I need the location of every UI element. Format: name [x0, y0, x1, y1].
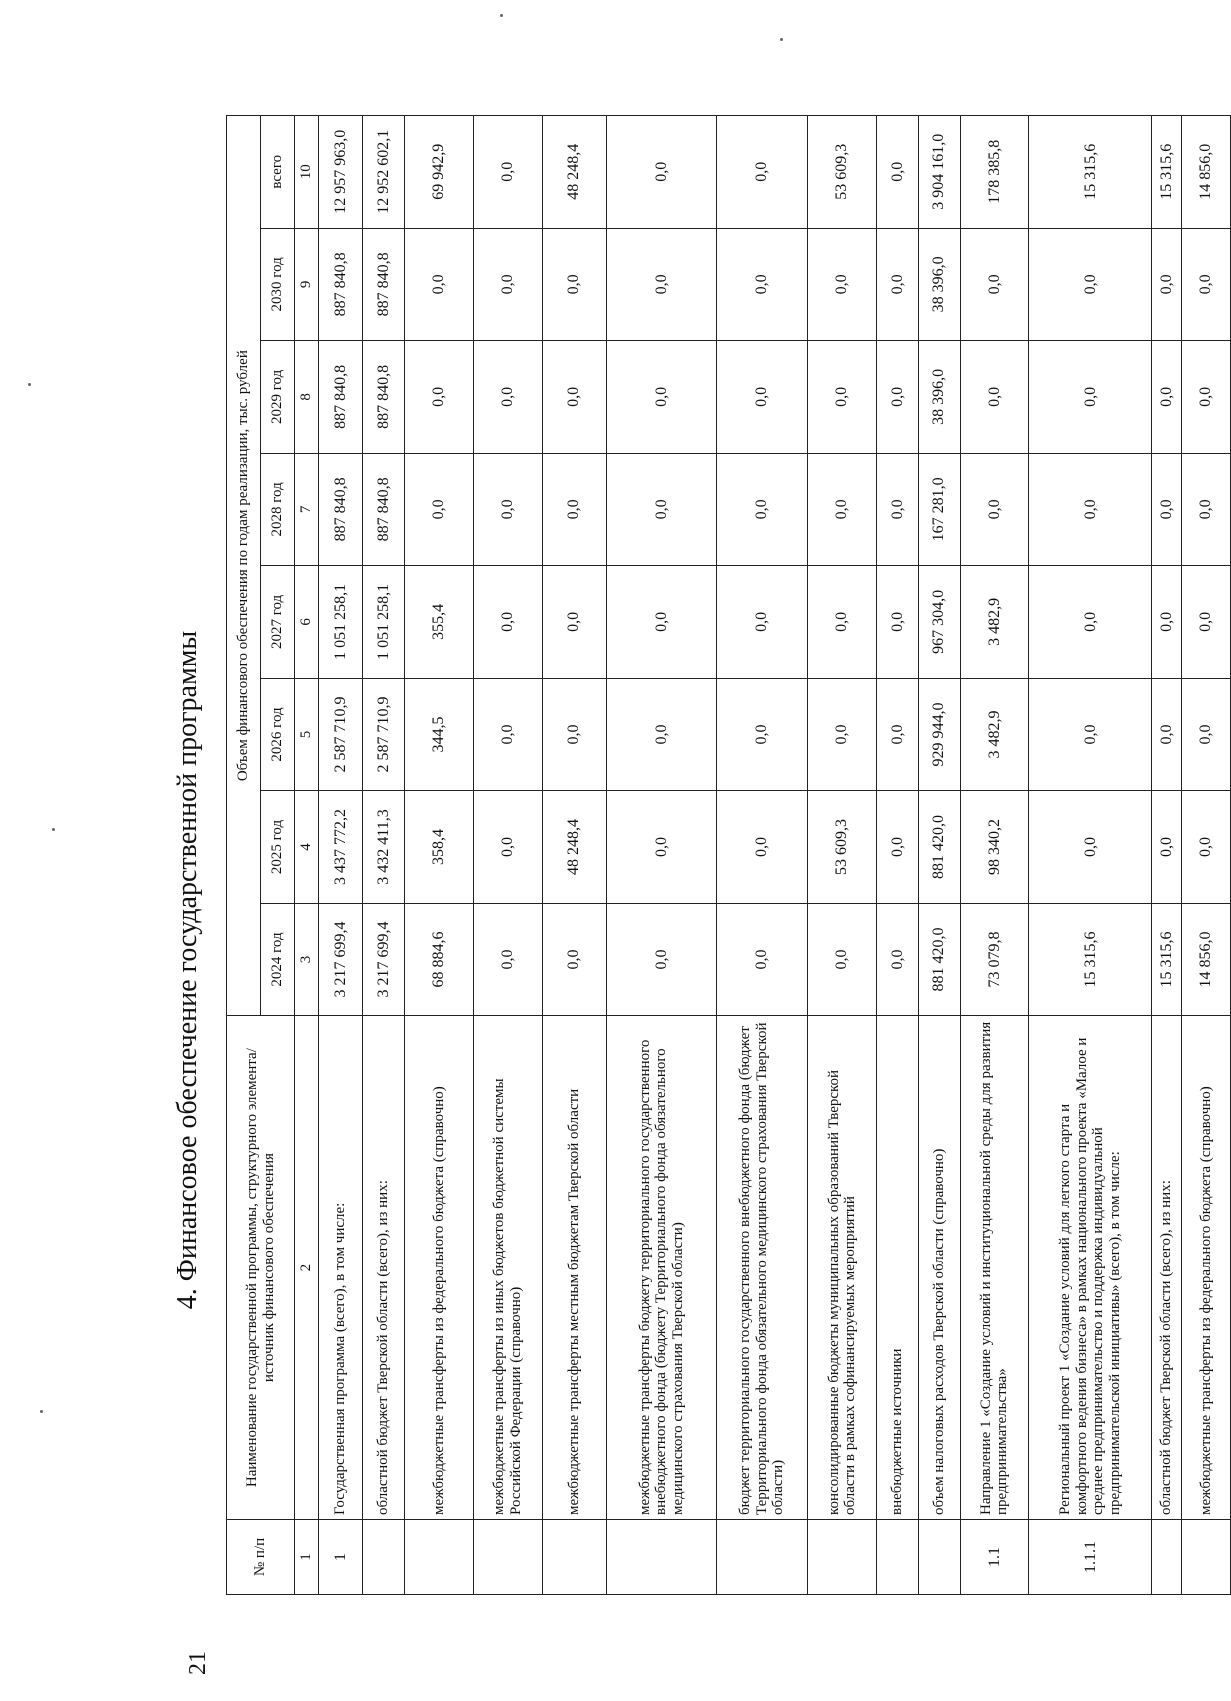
row-name: межбюджетные трансферты из федерального бюджета (справочно) — [1181, 1016, 1230, 1520]
row-year-value: 0,0 — [717, 678, 808, 791]
row-year-value: 0,0 — [606, 341, 717, 454]
row-year-value: 0,0 — [876, 341, 918, 454]
row-year-value: 887 840,8 — [319, 341, 363, 454]
row-year-value: 887 840,8 — [319, 228, 363, 341]
row-year-value: 0,0 — [1152, 228, 1181, 341]
row-year-value: 98 340,2 — [960, 791, 1029, 904]
row-year-value: 0,0 — [1181, 453, 1230, 566]
page-title: 4. Финансовое обеспечение государственной программы — [172, 630, 203, 1310]
row-index — [606, 1519, 717, 1594]
row-total-value: 12 957 963,0 — [319, 116, 363, 229]
row-year-value: 0,0 — [1029, 453, 1152, 566]
row-year-value: 3 217 699,4 — [363, 903, 405, 1016]
row-year-value: 358,4 — [405, 791, 474, 904]
row-year-value: 0,0 — [473, 903, 542, 1016]
row-total-value: 178 385,8 — [960, 116, 1029, 229]
row-name: межбюджетные трансферты из иных бюджетов бюджетной системы Российской Федерации (справочно) — [473, 1016, 542, 1520]
row-year-value: 887 840,8 — [319, 453, 363, 566]
row-year-value: 887 840,8 — [363, 341, 405, 454]
row-total-value: 0,0 — [606, 116, 717, 229]
row-year-value: 0,0 — [717, 453, 808, 566]
row-name: межбюджетные трансферты из федерального бюджета (справочно) — [405, 1016, 474, 1520]
row-total-value: 0,0 — [876, 116, 918, 229]
row-year-value: 0,0 — [717, 566, 808, 679]
row-index — [717, 1519, 808, 1594]
row-year-value: 0,0 — [1029, 228, 1152, 341]
row-name: внебюджетные источники — [876, 1016, 918, 1520]
row-total-value: 0,0 — [473, 116, 542, 229]
row-year-value: 0,0 — [405, 228, 474, 341]
row-year-value: 0,0 — [1152, 566, 1181, 679]
column-number: 5 — [295, 678, 319, 791]
row-year-value: 0,0 — [1181, 678, 1230, 791]
row-name: областной бюджет Тверской области (всего), из них: — [1152, 1016, 1181, 1520]
row-year-value: 3 217 699,4 — [319, 903, 363, 1016]
row-year-value: 68 884,6 — [405, 903, 474, 1016]
row-index — [363, 1519, 405, 1594]
row-year-value: 0,0 — [1152, 678, 1181, 791]
row-year-value: 887 840,8 — [363, 228, 405, 341]
row-year-value: 0,0 — [876, 228, 918, 341]
row-total-value: 12 952 602,1 — [363, 116, 405, 229]
row-year-value: 2 587 710,9 — [319, 678, 363, 791]
row-year-value: 929 944,0 — [918, 678, 960, 791]
row-year-value: 48 248,4 — [542, 791, 606, 904]
row-year-value: 1 051 258,1 — [363, 566, 405, 679]
row-index — [1181, 1519, 1230, 1594]
rotated-table-container — [226, 115, 1231, 1595]
row-year-value: 0,0 — [1029, 566, 1152, 679]
row-year-value: 3 482,9 — [960, 678, 1029, 791]
row-total-value: 53 609,3 — [808, 116, 877, 229]
header-year: 2029 год — [261, 341, 295, 454]
row-year-value: 0,0 — [473, 566, 542, 679]
header-index: № п/п — [227, 1519, 295, 1594]
row-year-value: 0,0 — [473, 453, 542, 566]
table-row — [405, 116, 474, 1595]
row-name: консолидированные бюджеты муниципальных образований Тверской области в рамках софинансируемых мероприятий — [808, 1016, 877, 1520]
row-year-value: 344,5 — [405, 678, 474, 791]
table-row — [808, 116, 877, 1595]
row-year-value: 355,4 — [405, 566, 474, 679]
column-number: 8 — [295, 341, 319, 454]
row-year-value: 3 432 411,3 — [363, 791, 405, 904]
row-year-value: 0,0 — [717, 341, 808, 454]
row-name: областной бюджет Тверской области (всего), из них: — [363, 1016, 405, 1520]
table-row — [542, 116, 606, 1595]
row-year-value: 0,0 — [542, 678, 606, 791]
column-numbers-row — [295, 116, 319, 1595]
row-index — [542, 1519, 606, 1594]
row-year-value: 53 609,3 — [808, 791, 877, 904]
row-year-value: 0,0 — [542, 228, 606, 341]
row-index — [876, 1519, 918, 1594]
scan-speck — [28, 383, 31, 386]
row-year-value: 0,0 — [876, 903, 918, 1016]
row-year-value: 0,0 — [876, 791, 918, 904]
row-index: 1.1 — [960, 1519, 1029, 1594]
table-row — [363, 116, 405, 1595]
column-number: 1 — [295, 1519, 319, 1594]
row-year-value: 0,0 — [542, 453, 606, 566]
scan-speck — [40, 1410, 43, 1413]
row-name: межбюджетные трансферты бюджету территориального государственного внебюджетного фонда (бюджету Территориального фонда обязательного медицинского страхования Тверской области) — [606, 1016, 717, 1520]
row-year-value: 0,0 — [606, 678, 717, 791]
row-year-value: 0,0 — [542, 566, 606, 679]
row-year-value: 3 437 772,2 — [319, 791, 363, 904]
table-row — [606, 116, 717, 1595]
row-year-value: 0,0 — [606, 791, 717, 904]
row-year-value: 0,0 — [808, 228, 877, 341]
row-year-value: 0,0 — [1029, 341, 1152, 454]
row-year-value: 0,0 — [1181, 228, 1230, 341]
header-year: 2024 год — [261, 903, 295, 1016]
table-row — [473, 116, 542, 1595]
row-year-value: 0,0 — [960, 228, 1029, 341]
row-index — [1152, 1519, 1181, 1594]
row-year-value: 0,0 — [542, 903, 606, 1016]
row-year-value: 0,0 — [1152, 791, 1181, 904]
row-year-value: 0,0 — [876, 566, 918, 679]
row-year-value: 73 079,8 — [960, 903, 1029, 1016]
row-year-value: 0,0 — [717, 903, 808, 1016]
row-year-value: 0,0 — [1029, 678, 1152, 791]
column-number: 6 — [295, 566, 319, 679]
row-year-value: 0,0 — [876, 678, 918, 791]
row-year-value: 0,0 — [808, 903, 877, 1016]
row-year-value: 0,0 — [1029, 791, 1152, 904]
row-name: объем налоговых расходов Тверской области (справочно) — [918, 1016, 960, 1520]
row-year-value: 0,0 — [1152, 453, 1181, 566]
scan-speck — [780, 38, 783, 41]
column-number: 4 — [295, 791, 319, 904]
row-year-value: 0,0 — [1181, 341, 1230, 454]
scan-speck — [500, 14, 503, 17]
header-year: 2026 год — [261, 678, 295, 791]
row-year-value: 14 856,0 — [1181, 903, 1230, 1016]
column-number: 9 — [295, 228, 319, 341]
row-year-value: 0,0 — [876, 453, 918, 566]
header-year: 2027 год — [261, 566, 295, 679]
row-name: бюджет территориального государственного внебюджетного фонда (бюджет Территориального фонда обязательного медицинского страхования Тверской области) — [717, 1016, 808, 1520]
table-row — [319, 116, 363, 1595]
row-total-value: 48 248,4 — [542, 116, 606, 229]
row-year-value: 881 420,0 — [918, 791, 960, 904]
row-year-value: 0,0 — [606, 903, 717, 1016]
row-year-value: 0,0 — [1181, 566, 1230, 679]
page-number: 21 — [185, 1651, 211, 1675]
row-year-value: 38 396,0 — [918, 341, 960, 454]
row-name: Государственная программа (всего), в том числе: — [319, 1016, 363, 1520]
row-year-value: 0,0 — [542, 341, 606, 454]
row-name: межбюджетные трансферты местным бюджетам Тверской области — [542, 1016, 606, 1520]
row-year-value: 967 304,0 — [918, 566, 960, 679]
row-year-value: 0,0 — [960, 341, 1029, 454]
table-row — [1181, 116, 1230, 1595]
row-year-value: 0,0 — [808, 566, 877, 679]
row-year-value: 1 051 258,1 — [319, 566, 363, 679]
header-volume: Объем финансового обеспечения по годам реализации, тыс. рублей — [227, 116, 261, 1016]
row-year-value: 0,0 — [473, 791, 542, 904]
row-year-value: 0,0 — [606, 453, 717, 566]
row-index — [473, 1519, 542, 1594]
row-index — [808, 1519, 877, 1594]
row-index — [405, 1519, 474, 1594]
row-year-value: 0,0 — [405, 453, 474, 566]
row-year-value: 0,0 — [473, 341, 542, 454]
table-row — [1029, 116, 1152, 1595]
table-row — [717, 116, 808, 1595]
header-year: 2030 год — [261, 228, 295, 341]
table-row — [876, 116, 918, 1595]
row-year-value: 0,0 — [808, 341, 877, 454]
row-total-value: 15 315,6 — [1152, 116, 1181, 229]
header-year: 2025 год — [261, 791, 295, 904]
column-number: 7 — [295, 453, 319, 566]
header-name: Наименование государственной программы, структурного элемента/источник финансового обеспечения — [227, 1016, 295, 1520]
row-year-value: 0,0 — [606, 566, 717, 679]
scan-speck — [52, 828, 55, 831]
row-year-value: 0,0 — [1181, 791, 1230, 904]
row-year-value: 0,0 — [808, 678, 877, 791]
table-body — [319, 116, 1231, 1595]
row-year-value: 15 315,6 — [1029, 903, 1152, 1016]
row-total-value: 14 856,0 — [1181, 116, 1230, 229]
header-row-top — [227, 116, 261, 1595]
row-index: 1 — [319, 1519, 363, 1594]
row-year-value: 3 482,9 — [960, 566, 1029, 679]
title-container — [168, 470, 208, 1470]
row-year-value: 0,0 — [960, 453, 1029, 566]
row-year-value: 0,0 — [473, 678, 542, 791]
table-row — [960, 116, 1029, 1595]
row-total-value: 0,0 — [717, 116, 808, 229]
column-number: 2 — [295, 1016, 319, 1520]
column-number: 3 — [295, 903, 319, 1016]
row-year-value: 15 315,6 — [1152, 903, 1181, 1016]
row-year-value: 38 396,0 — [918, 228, 960, 341]
row-total-value: 69 942,9 — [405, 116, 474, 229]
row-year-value: 881 420,0 — [918, 903, 960, 1016]
header-year: 2028 год — [261, 453, 295, 566]
row-year-value: 0,0 — [717, 228, 808, 341]
table-row — [1152, 116, 1181, 1595]
row-year-value: 2 587 710,9 — [363, 678, 405, 791]
table-header — [227, 116, 319, 1595]
row-year-value: 0,0 — [717, 791, 808, 904]
row-year-value: 0,0 — [808, 453, 877, 566]
row-year-value: 0,0 — [473, 228, 542, 341]
row-year-value: 0,0 — [606, 228, 717, 341]
row-total-value: 15 315,6 — [1029, 116, 1152, 229]
row-name: Направление 1 «Создание условий и институциональной среды для развития предпринимательства» — [960, 1016, 1029, 1520]
financing-table — [226, 115, 1231, 1595]
row-year-value: 887 840,8 — [363, 453, 405, 566]
column-number: 10 — [295, 116, 319, 229]
header-year-total: всего — [261, 116, 295, 229]
row-index — [918, 1519, 960, 1594]
row-total-value: 3 904 161,0 — [918, 116, 960, 229]
row-year-value: 0,0 — [1152, 341, 1181, 454]
row-name: Региональный проект 1 «Создание условий для легкого старта и комфортного ведения бизнеса» в рамках национального проекта «Малое и среднее предпринимательство и поддержка индивидуальной предпринимательской инициативы» (всего), в том числе: — [1029, 1016, 1152, 1520]
row-index: 1.1.1 — [1029, 1519, 1152, 1594]
table-row — [918, 116, 960, 1595]
row-year-value: 167 281,0 — [918, 453, 960, 566]
row-year-value: 0,0 — [405, 341, 474, 454]
